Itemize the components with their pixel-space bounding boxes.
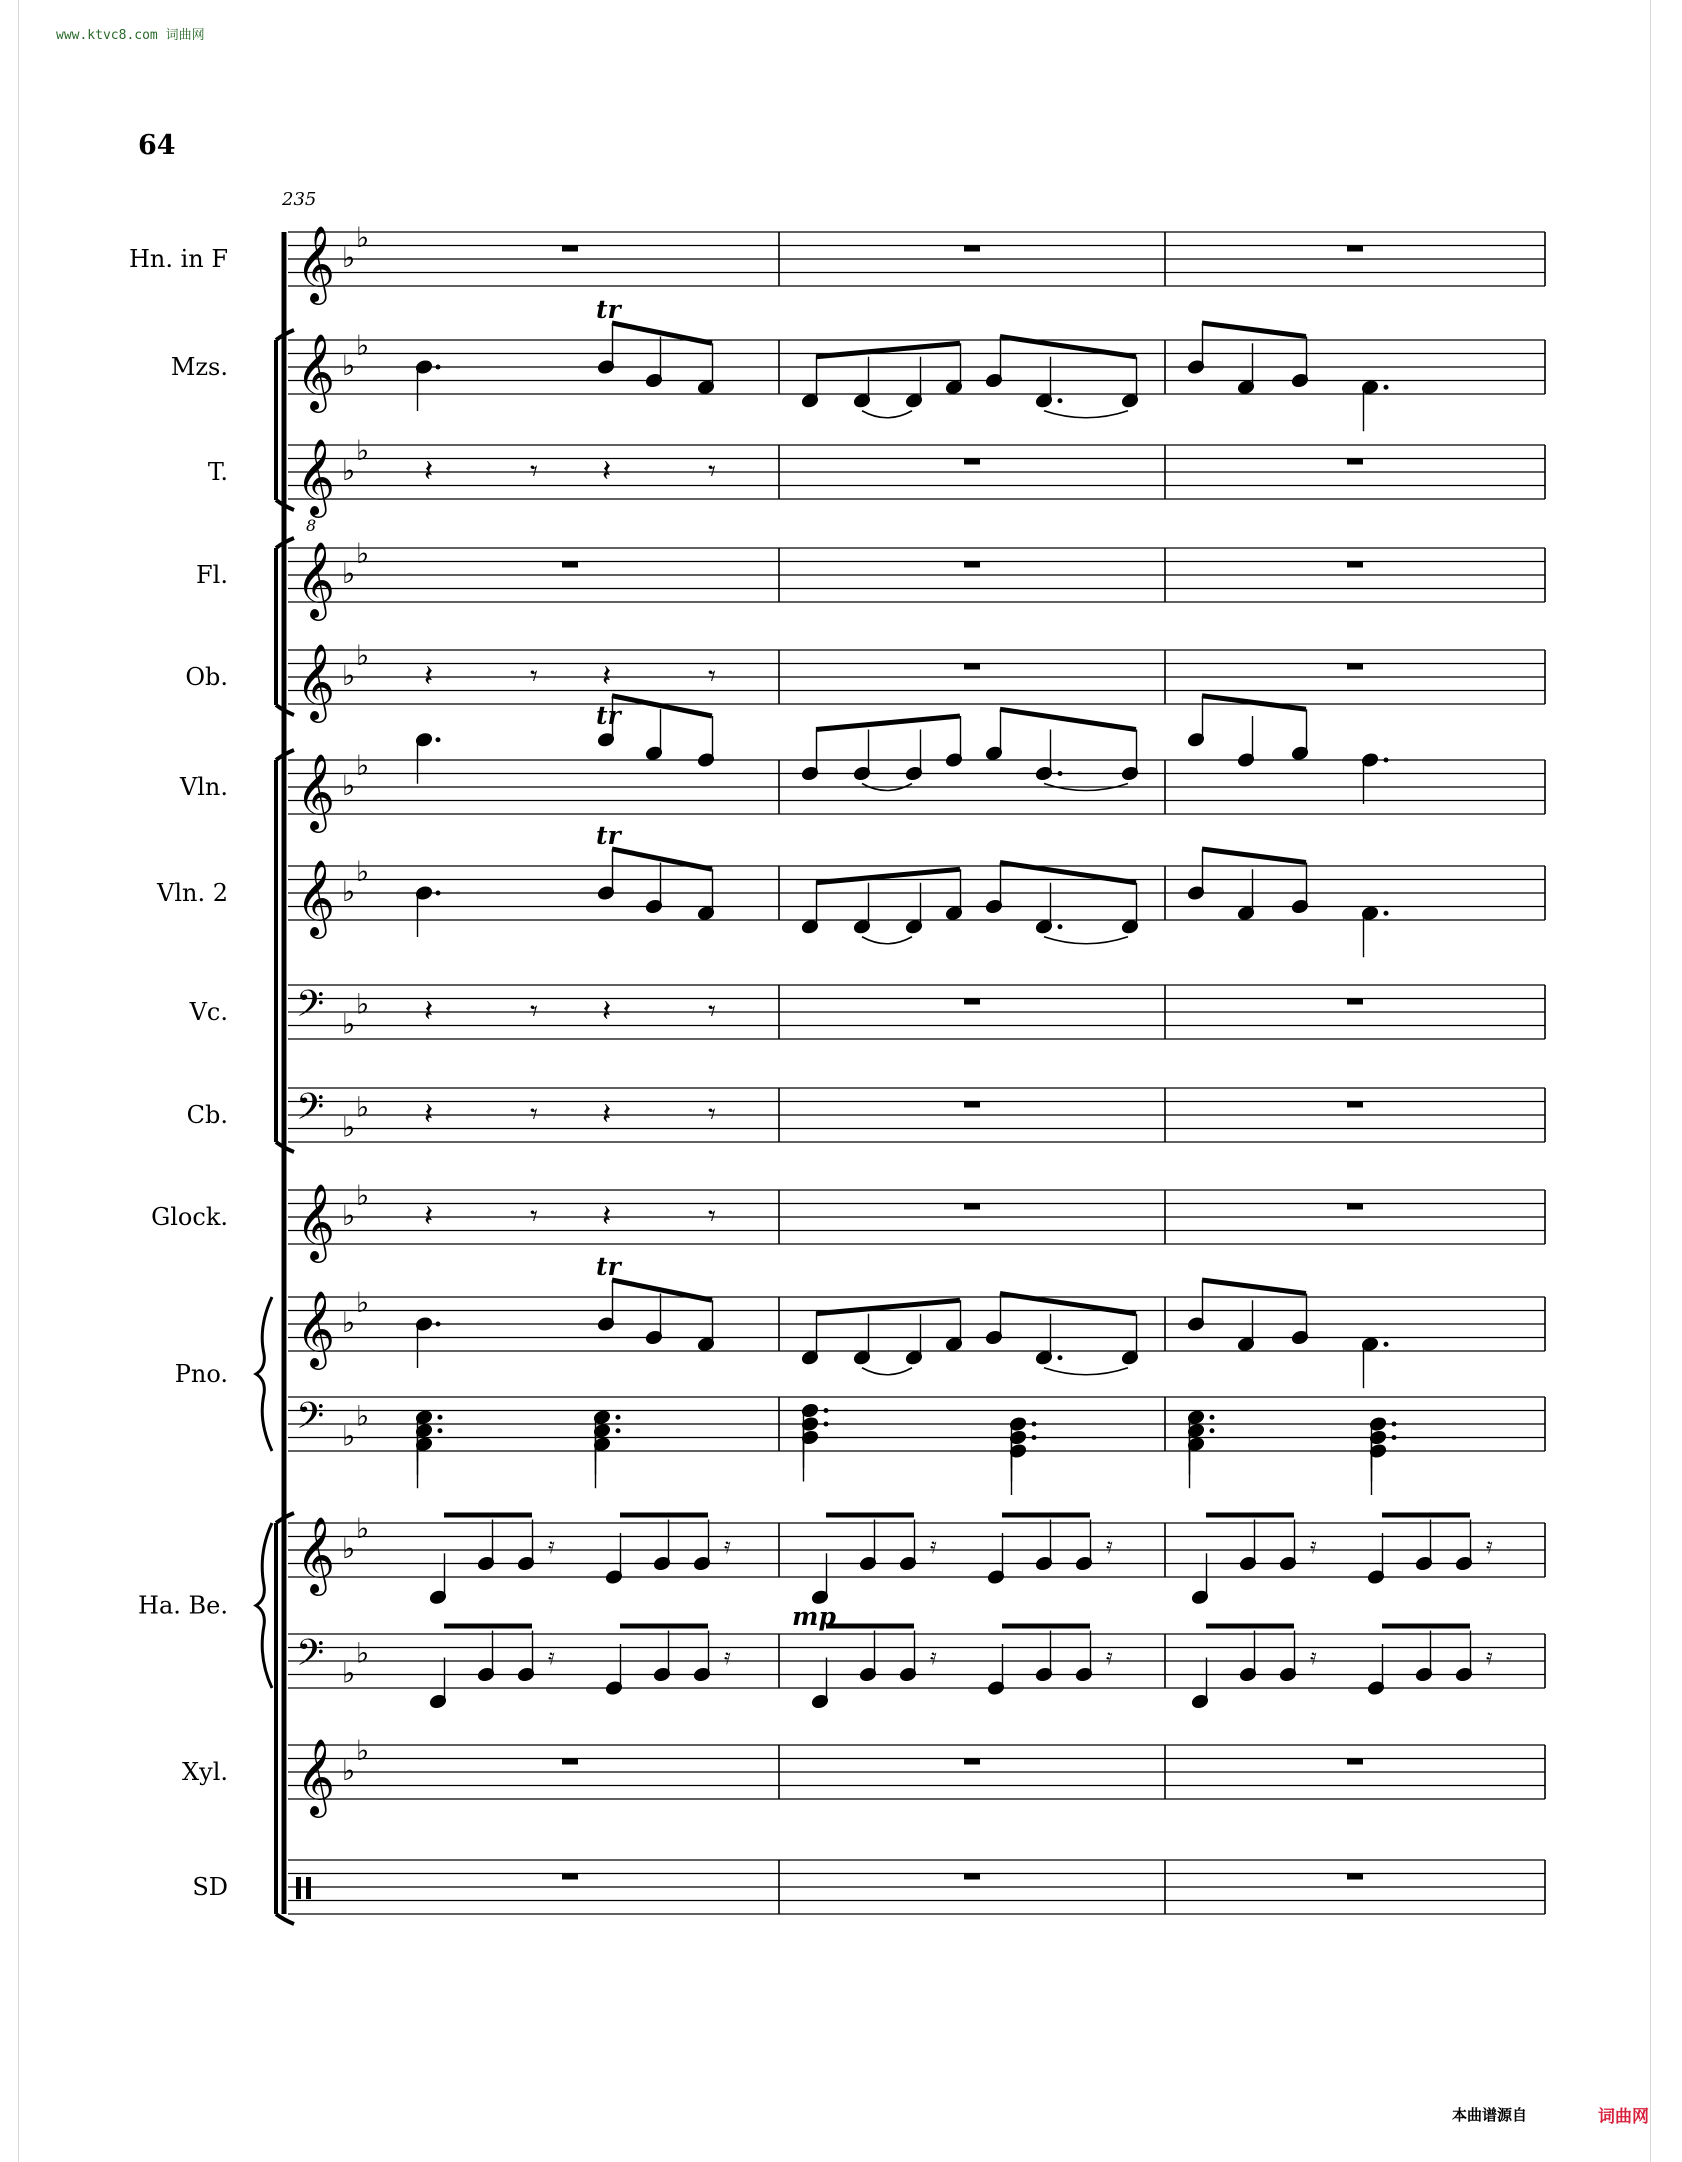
rest-icon: 𝄾 bbox=[708, 1199, 716, 1234]
rest-icon: 𝄿 bbox=[930, 1645, 937, 1670]
dot bbox=[616, 1415, 621, 1420]
rest-icon: 𝄽 bbox=[424, 994, 434, 1029]
whole-rest bbox=[964, 246, 980, 252]
rest-icon: 𝄾 bbox=[530, 994, 538, 1029]
rest-icon: 𝄿 bbox=[1106, 1645, 1113, 1670]
flat-icon: ♭ bbox=[356, 854, 370, 888]
treble-clef-icon: 𝄞 bbox=[296, 1738, 336, 1815]
percussion-clef-icon bbox=[296, 1877, 301, 1899]
treble-clef-icon: 𝄞 bbox=[296, 225, 336, 302]
treble-clef-icon: 𝄞 bbox=[296, 1516, 336, 1593]
rest-icon: 𝄽 bbox=[602, 1199, 612, 1234]
rest-icon: 𝄿 bbox=[1486, 1645, 1493, 1670]
rest-icon: 𝄿 bbox=[1106, 1534, 1113, 1559]
dot bbox=[1384, 911, 1389, 916]
page-number: 64 bbox=[138, 130, 176, 161]
treble-clef-icon: 𝄞 bbox=[296, 1290, 336, 1367]
whole-rest bbox=[964, 1874, 980, 1880]
flat-icon: ♭ bbox=[342, 557, 356, 590]
flat-icon: ♭ bbox=[342, 1532, 356, 1565]
whole-rest bbox=[1347, 1102, 1363, 1108]
flat-icon: ♭ bbox=[356, 536, 370, 570]
piano-brace bbox=[256, 1523, 272, 1688]
whole-rest bbox=[1347, 562, 1363, 568]
rest-icon: 𝄾 bbox=[530, 454, 538, 489]
dot bbox=[436, 737, 441, 742]
beam bbox=[816, 869, 960, 883]
flat-icon: ♭ bbox=[356, 1399, 370, 1433]
whole-rest bbox=[1347, 1874, 1363, 1880]
dot bbox=[1058, 924, 1063, 929]
flat-icon: ♭ bbox=[342, 1419, 356, 1453]
flat-icon: ♭ bbox=[356, 987, 370, 1021]
flat-icon: ♭ bbox=[356, 1285, 370, 1319]
beam bbox=[1202, 696, 1306, 710]
whole-rest bbox=[964, 1102, 980, 1108]
instrument-label-vln2: Vln. 2 bbox=[157, 879, 228, 907]
instrument-label-vc: Vc. bbox=[189, 998, 228, 1026]
trill-mark: tr bbox=[596, 295, 621, 324]
rest-icon: 𝄿 bbox=[1310, 1645, 1317, 1670]
rest-icon: 𝄽 bbox=[424, 1199, 434, 1234]
whole-rest bbox=[1347, 1759, 1363, 1765]
instrument-label-ob: Ob. bbox=[185, 663, 228, 691]
flat-icon: ♭ bbox=[342, 454, 356, 487]
rest-icon: 𝄾 bbox=[530, 1097, 538, 1132]
beam bbox=[816, 343, 960, 357]
flat-icon: ♭ bbox=[356, 748, 370, 782]
site-url: www.ktvc8.com 词曲网 bbox=[56, 28, 205, 43]
bass-clef-icon: 𝄢 bbox=[296, 1395, 325, 1446]
whole-rest bbox=[1347, 664, 1363, 670]
treble-clef-icon: 𝄞 bbox=[296, 541, 336, 618]
flat-icon: ♭ bbox=[342, 241, 356, 274]
flat-icon: ♭ bbox=[342, 1199, 356, 1232]
flat-icon: ♭ bbox=[342, 1754, 356, 1787]
dot bbox=[824, 1422, 829, 1427]
whole-rest bbox=[964, 562, 980, 568]
treble-clef-icon: 𝄞 bbox=[296, 438, 336, 515]
whole-rest bbox=[562, 1874, 578, 1880]
whole-rest bbox=[964, 1759, 980, 1765]
instrument-label-hn: Hn. in F bbox=[128, 245, 228, 273]
dot bbox=[1392, 1435, 1397, 1440]
bass-clef-icon: 𝄢 bbox=[296, 1086, 325, 1137]
tie bbox=[862, 411, 912, 418]
flat-icon: ♭ bbox=[342, 875, 356, 908]
rest-icon: 𝄾 bbox=[530, 659, 538, 694]
dot bbox=[1032, 1422, 1037, 1427]
beam bbox=[1202, 323, 1306, 337]
rest-icon: 𝄿 bbox=[548, 1534, 555, 1559]
flat-icon: ♭ bbox=[356, 1733, 370, 1767]
flat-icon: ♭ bbox=[342, 659, 356, 692]
bass-clef-icon: 𝄢 bbox=[296, 983, 325, 1034]
dot bbox=[438, 1428, 443, 1433]
rest-icon: 𝄿 bbox=[1486, 1534, 1493, 1559]
rest-icon: 𝄽 bbox=[424, 659, 434, 694]
dot bbox=[1384, 758, 1389, 763]
whole-rest bbox=[1347, 999, 1363, 1005]
whole-rest bbox=[1347, 1204, 1363, 1210]
trill-mark: tr bbox=[596, 821, 621, 850]
footer-brand: 词曲网 bbox=[1598, 2107, 1649, 2127]
whole-rest bbox=[964, 664, 980, 670]
treble-clef-icon: 𝄞 bbox=[296, 753, 336, 830]
instrument-label-sd: SD bbox=[192, 1873, 228, 1901]
flat-icon: ♭ bbox=[356, 638, 370, 672]
treble-clef-icon: 𝄞 bbox=[296, 1183, 336, 1260]
rest-icon: 𝄾 bbox=[708, 1097, 716, 1132]
beam bbox=[612, 696, 712, 716]
rest-icon: 𝄽 bbox=[602, 994, 612, 1029]
beam bbox=[1000, 709, 1136, 729]
octave-marker: 8 bbox=[306, 516, 317, 535]
dot bbox=[1392, 1422, 1397, 1427]
rest-icon: 𝄾 bbox=[708, 994, 716, 1029]
whole-rest bbox=[964, 999, 980, 1005]
dot bbox=[1210, 1415, 1215, 1420]
dot bbox=[436, 365, 441, 370]
instrument-label-xyl: Xyl. bbox=[182, 1758, 228, 1786]
staff-systems bbox=[256, 232, 1545, 1924]
instrument-label-pno: Pno. bbox=[174, 1360, 228, 1388]
instrument-labels bbox=[129, 245, 228, 1901]
rest-icon: 𝄿 bbox=[930, 1534, 937, 1559]
footer-source-text: 本曲谱源自 bbox=[1452, 2106, 1528, 2124]
treble-clef-icon: 𝄞 bbox=[296, 333, 336, 410]
flat-icon: ♭ bbox=[356, 1636, 370, 1670]
flat-icon: ♭ bbox=[342, 1306, 356, 1339]
rest-icon: 𝄿 bbox=[724, 1534, 731, 1559]
instrument-label-vln: Vln. bbox=[179, 773, 228, 801]
rest-icon: 𝄿 bbox=[1310, 1534, 1317, 1559]
whole-rest bbox=[964, 459, 980, 465]
whole-rest bbox=[1347, 246, 1363, 252]
tie bbox=[1044, 1368, 1128, 1375]
flat-icon: ♭ bbox=[356, 1178, 370, 1212]
instrument-label-cb: Cb. bbox=[186, 1101, 228, 1129]
dot bbox=[616, 1428, 621, 1433]
dot bbox=[1058, 398, 1063, 403]
dot bbox=[824, 1408, 829, 1413]
whole-rest bbox=[562, 246, 578, 252]
trill-mark: tr bbox=[596, 1252, 621, 1281]
dot bbox=[1032, 1435, 1037, 1440]
measure-number: 235 bbox=[282, 189, 317, 210]
dot bbox=[438, 1415, 443, 1420]
instrument-label-ha: Ha. Be. bbox=[138, 1591, 228, 1620]
trill-mark: tr bbox=[596, 701, 621, 730]
dot bbox=[1384, 385, 1389, 390]
dot bbox=[1058, 771, 1063, 776]
treble-clef-icon: 𝄞 bbox=[296, 643, 336, 720]
beam bbox=[816, 716, 960, 730]
rest-icon: 𝄿 bbox=[548, 1645, 555, 1670]
dynamic-mark: mp bbox=[792, 1602, 836, 1631]
percussion-clef-icon bbox=[306, 1877, 311, 1899]
beam bbox=[816, 1300, 960, 1314]
flat-icon: ♭ bbox=[342, 1656, 356, 1690]
tie bbox=[862, 1368, 912, 1375]
rest-icon: 𝄽 bbox=[602, 1097, 612, 1132]
rest-icon: 𝄽 bbox=[602, 454, 612, 489]
flat-icon: ♭ bbox=[356, 433, 370, 467]
dot bbox=[1384, 1342, 1389, 1347]
instrument-label-fl: Fl. bbox=[196, 561, 228, 589]
rest-icon: 𝄿 bbox=[724, 1645, 731, 1670]
whole-rest bbox=[562, 562, 578, 568]
treble-clef-icon: 𝄞 bbox=[296, 859, 336, 936]
instrument-label-mzs: Mzs. bbox=[170, 353, 228, 381]
whole-rest bbox=[964, 1204, 980, 1210]
rest-icon: 𝄽 bbox=[602, 659, 612, 694]
dot bbox=[436, 1322, 441, 1327]
rest-icon: 𝄾 bbox=[530, 1199, 538, 1234]
rest-icon: 𝄽 bbox=[424, 454, 434, 489]
instrument-label-t: T. bbox=[207, 458, 228, 486]
rest-icon: 𝄾 bbox=[708, 659, 716, 694]
bass-clef-icon: 𝄢 bbox=[296, 1632, 325, 1683]
dot bbox=[1058, 1355, 1063, 1360]
flat-icon: ♭ bbox=[342, 1007, 356, 1041]
rest-icon: 𝄾 bbox=[708, 454, 716, 489]
tie bbox=[1044, 937, 1128, 944]
flat-icon: ♭ bbox=[342, 769, 356, 802]
tie bbox=[1044, 411, 1128, 418]
flat-icon: ♭ bbox=[356, 220, 370, 254]
rest-icon: 𝄽 bbox=[424, 1097, 434, 1132]
flat-icon: ♭ bbox=[356, 328, 370, 362]
tie bbox=[862, 937, 912, 944]
dot bbox=[1210, 1428, 1215, 1433]
dot bbox=[436, 891, 441, 896]
beam bbox=[1202, 1280, 1306, 1294]
flat-icon: ♭ bbox=[342, 1110, 356, 1144]
flat-icon: ♭ bbox=[342, 349, 356, 382]
beam bbox=[1202, 849, 1306, 863]
flat-icon: ♭ bbox=[356, 1511, 370, 1545]
piano-brace bbox=[256, 1297, 272, 1451]
instrument-label-glock: Glock. bbox=[151, 1203, 228, 1231]
whole-rest bbox=[562, 1759, 578, 1765]
flat-icon: ♭ bbox=[356, 1090, 370, 1124]
whole-rest bbox=[1347, 459, 1363, 465]
